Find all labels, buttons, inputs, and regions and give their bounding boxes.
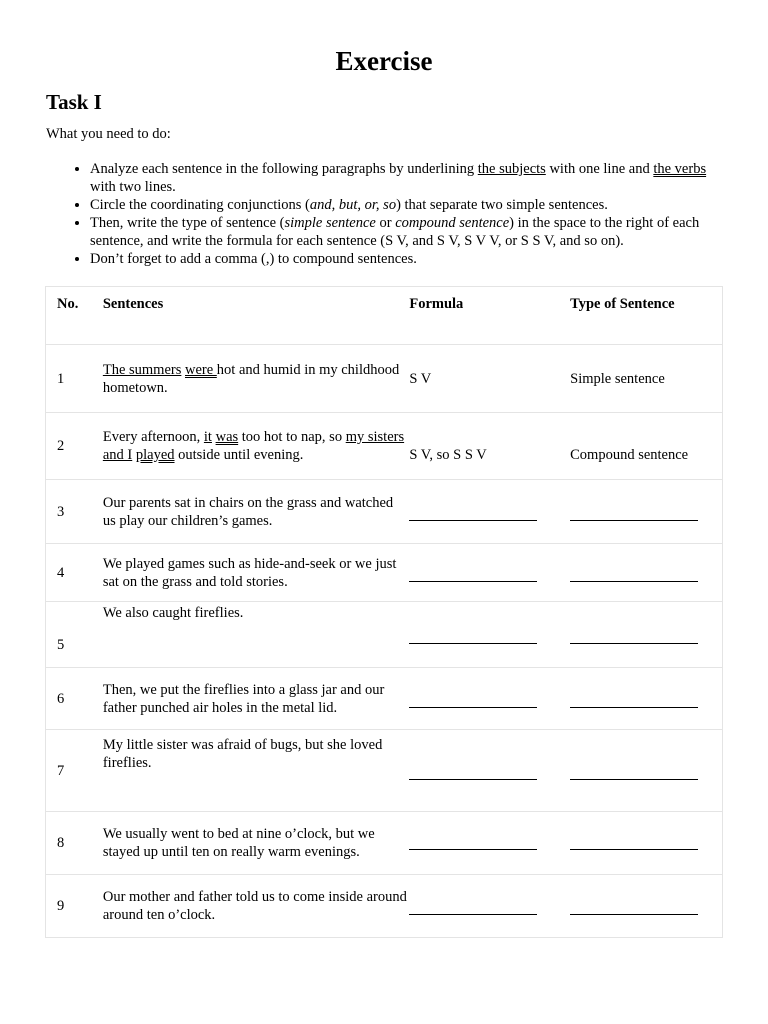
row-number: 8	[46, 812, 103, 875]
sentence-text: hot and humid in my childhood hometown.	[102, 361, 400, 396]
instruction-text: Don’t forget to add a comma (,) to compound sentences.	[90, 251, 417, 267]
answer-blank-line	[570, 519, 698, 521]
table-header-row	[46, 287, 723, 345]
answer-blank-line	[409, 778, 537, 780]
answer-blank-line	[570, 706, 698, 708]
formula-blank	[409, 602, 570, 668]
subject-underline: it	[203, 429, 212, 445]
table-row	[46, 668, 723, 730]
type-blank	[570, 480, 722, 544]
type-blank	[570, 812, 722, 875]
exercise-table	[45, 286, 723, 938]
row-sentence: Our mother and father told us to come inside around around ten o’clock.	[103, 875, 410, 938]
formula-blank	[409, 544, 570, 602]
row-number: 4	[46, 544, 103, 602]
instruction-text: with two lines.	[90, 179, 176, 195]
row-sentence: Then, we put the fireflies into a glass jar and our father punched air holes in the metal lid.	[103, 668, 410, 730]
type-blank	[570, 544, 722, 602]
header-sentences: Sentences	[103, 287, 410, 345]
table-row	[46, 602, 723, 668]
instruction-text: Circle the coordinating conjunctions (	[90, 197, 310, 213]
row-sentence: We usually went to bed at nine o’clock, but we stayed up until ten on really warm evenings.	[103, 812, 410, 875]
answer-blank-line	[409, 519, 537, 521]
instruction-item	[90, 160, 730, 196]
answer-blank-line	[570, 778, 698, 780]
underlined-subjects-text: the subjects	[477, 161, 546, 177]
subject-underline: The summers	[102, 361, 182, 378]
table-row	[46, 544, 723, 602]
verb-underline: played	[135, 447, 175, 463]
row-number: 9	[46, 875, 103, 938]
answer-blank-line	[570, 913, 698, 915]
instruction-text: Analyze each sentence in the following paragraphs by underlining	[90, 161, 478, 177]
row-sentence: My little sister was afraid of bugs, but she loved fireflies.	[103, 730, 410, 812]
answer-blank-line	[409, 913, 537, 915]
verb-underline: was	[215, 429, 239, 445]
instruction-text: ) in the space to the right of each sentence, and write the formula for each sentence (S V, and S V, S V V, or S S V, and so on).	[90, 215, 700, 249]
instruction-item	[90, 250, 730, 268]
table-row	[46, 480, 723, 544]
instruction-text: with one line and	[545, 161, 654, 177]
formula-blank	[409, 668, 570, 730]
row-sentence: We played games such as hide-and-seek or we just sat on the grass and told stories.	[103, 544, 410, 602]
row-formula: S V, so S S V	[409, 413, 570, 480]
type-blank	[570, 875, 722, 938]
row-sentence: We also caught fireflies.	[103, 602, 410, 668]
sentence-text: too hot to nap, so	[238, 429, 346, 445]
answer-blank-line	[409, 706, 537, 708]
verb-underline: were	[185, 361, 217, 378]
task-heading: Task I	[46, 90, 102, 114]
simple-sentence-italic: simple sentence	[284, 215, 376, 231]
instruction-item	[90, 214, 730, 250]
instruction-text: ) that separate two simple sentences.	[396, 197, 608, 213]
conjunctions-italic: and, but, or, so	[309, 197, 397, 213]
instruction-text: or	[375, 215, 396, 231]
header-formula: Formula	[409, 287, 570, 345]
row-number: 7	[46, 730, 103, 812]
table-row	[46, 812, 723, 875]
row-sentence: Our parents sat in chairs on the grass and watched us play our children’s games.	[103, 480, 410, 544]
row-type: Simple sentence	[570, 345, 722, 413]
formula-blank	[409, 812, 570, 875]
row-number: 5	[46, 602, 103, 668]
formula-blank	[409, 875, 570, 938]
table-row	[46, 345, 723, 413]
instruction-text: Then, write the type of sentence (	[90, 215, 285, 231]
row-number: 1	[46, 345, 103, 413]
table-row	[46, 730, 723, 812]
header-no: No.	[46, 287, 103, 345]
table-row	[46, 413, 723, 480]
answer-blank-line	[570, 848, 698, 850]
answer-blank-line	[409, 580, 537, 582]
instruction-list	[66, 160, 730, 268]
answer-blank-line	[409, 848, 537, 850]
row-sentence	[103, 345, 410, 413]
type-blank	[570, 602, 722, 668]
table-row	[46, 875, 723, 938]
double-underlined-verbs-text: the verbs	[653, 161, 707, 177]
row-number: 3	[46, 480, 103, 544]
type-blank	[570, 730, 722, 812]
page-title: Exercise	[335, 46, 433, 76]
formula-blank	[409, 480, 570, 544]
answer-blank-line	[570, 642, 698, 644]
header-type: Type of Sentence	[570, 287, 722, 345]
type-blank	[570, 668, 722, 730]
row-number: 6	[46, 668, 103, 730]
row-formula: S V	[409, 345, 570, 413]
row-type: Compound sentence	[570, 413, 722, 480]
subject-underline: my sisters and I	[102, 429, 405, 463]
sentence-text: Every afternoon,	[102, 429, 204, 445]
sentence-text: outside until evening.	[174, 447, 304, 463]
answer-blank-line	[570, 580, 698, 582]
formula-blank	[409, 730, 570, 812]
compound-sentence-italic: compound sentence	[395, 215, 510, 231]
intro-text: What you need to do:	[46, 126, 171, 142]
answer-blank-line	[409, 642, 537, 644]
row-sentence	[103, 413, 410, 480]
instruction-item	[90, 196, 730, 214]
row-number: 2	[46, 413, 103, 480]
